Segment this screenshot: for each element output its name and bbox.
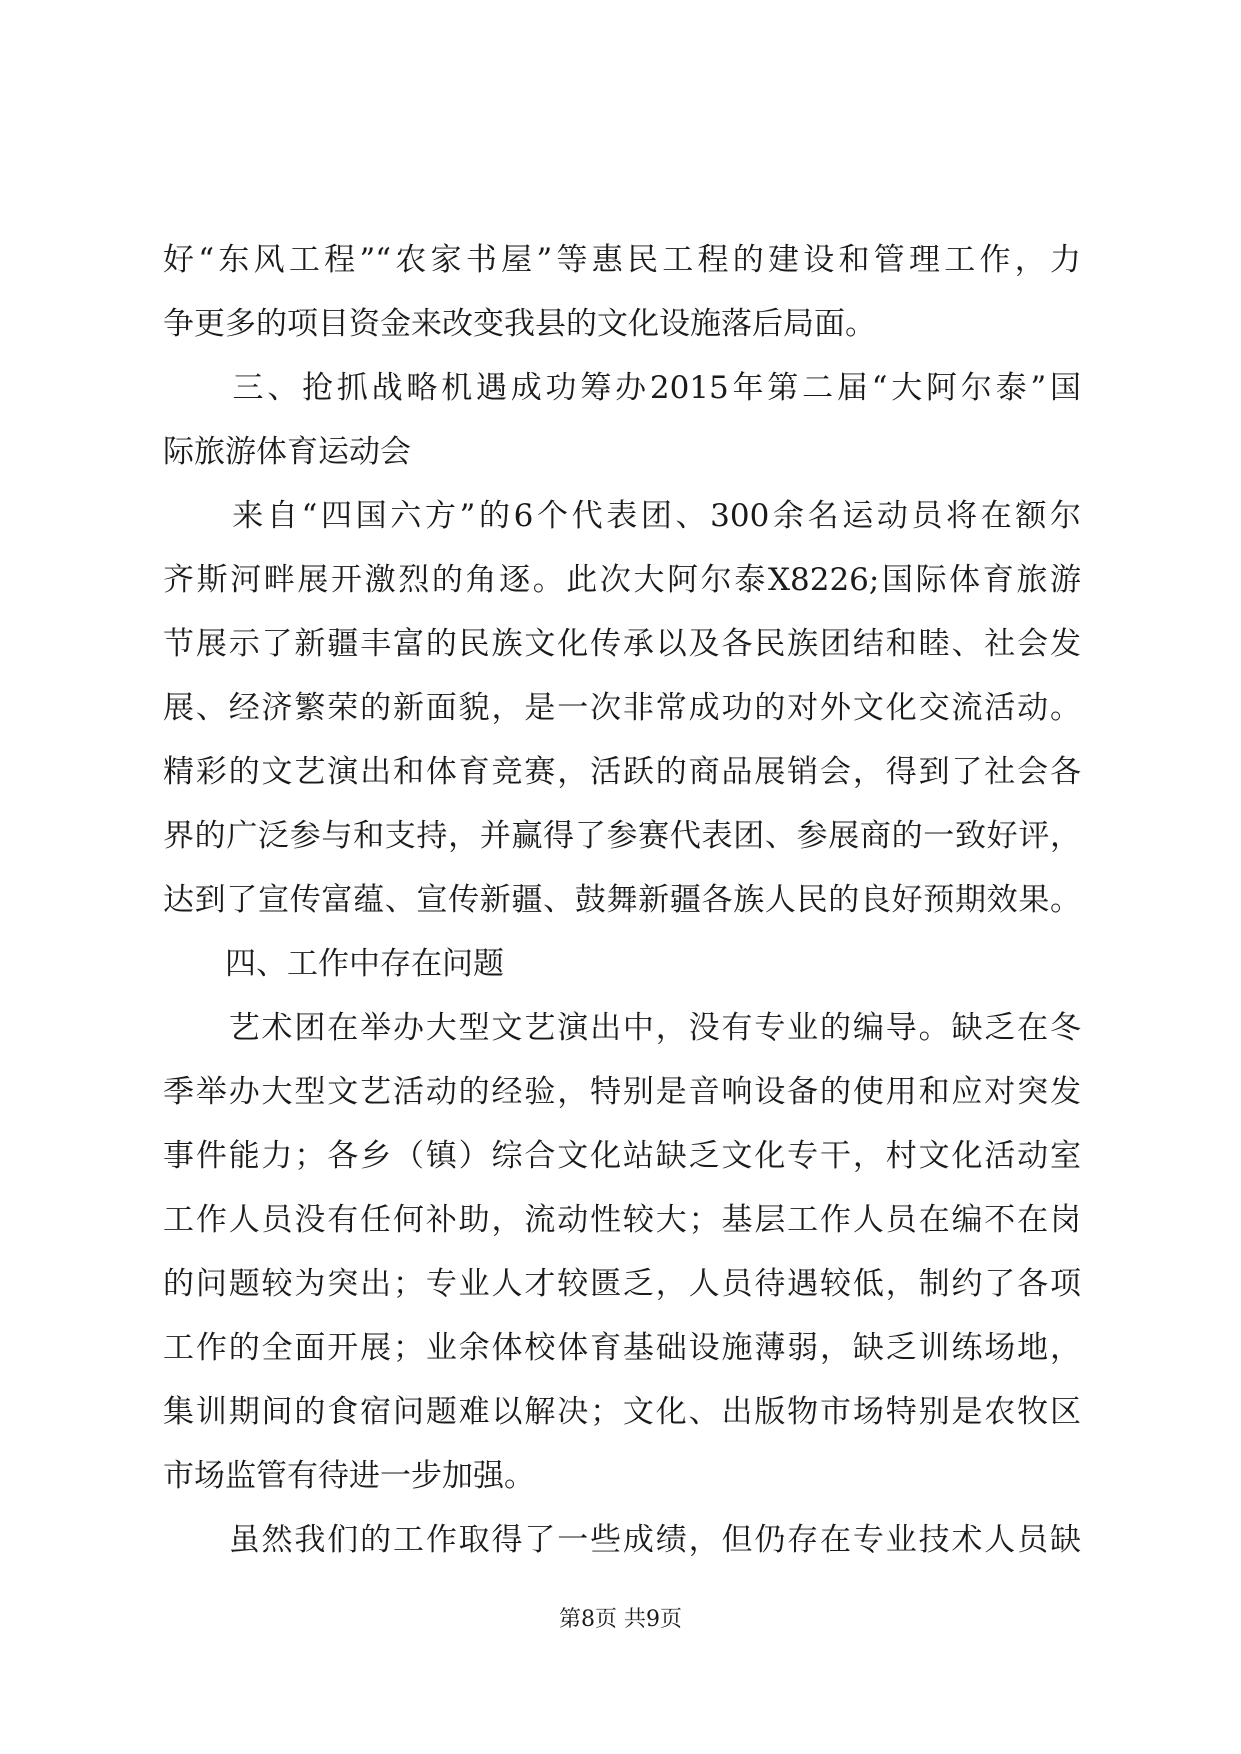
text-line: 的问题较为突出；专业人才较匮乏，人员待遇较低，制约了各项 <box>163 1266 1081 1302</box>
section-heading: 四、工作中存在问题 <box>163 946 504 982</box>
section-heading: 三、抢抓战略机遇成功筹办2015年第二届“大阿尔泰”国 <box>163 370 1081 406</box>
text-line: 季举办大型文艺活动的经验，特别是音响设备的使用和应对突发 <box>163 1074 1081 1110</box>
text-line: 艺术团在举办大型文艺演出中，没有专业的编导。缺乏在冬 <box>163 1010 1081 1046</box>
text-line: 虽然我们的工作取得了一些成绩，但仍存在专业技术人员缺 <box>163 1522 1081 1558</box>
text-line: 精彩的文艺演出和体育竞赛，活跃的商品展销会，得到了社会各 <box>163 754 1081 790</box>
text-line: 市场监管有待进一步加强。 <box>163 1458 535 1494</box>
text-line: 工作的全面开展；业余体校体育基础设施薄弱，缺乏训练场地， <box>163 1330 1081 1366</box>
page-number-footer: 第8页 共9页 <box>559 1607 682 1632</box>
text-line: 界的广泛参与和支持，并赢得了参赛代表团、参展商的一致好评， <box>163 818 1081 854</box>
text-line: 事件能力；各乡（镇）综合文化站缺乏文化专干，村文化活动室 <box>163 1138 1081 1174</box>
text-line: 达到了宣传富蕴、宣传新疆、鼓舞新疆各族人民的良好预期效果。 <box>163 882 1081 918</box>
section-heading-cont: 际旅游体育运动会 <box>163 434 411 470</box>
document-body <box>163 228 1081 1572</box>
text-line: 节展示了新疆丰富的民族文化传承以及各民族团结和睦、社会发 <box>163 626 1081 662</box>
text-line: 工作人员没有任何补助，流动性较大；基层工作人员在编不在岗 <box>163 1202 1081 1238</box>
text-line: 争更多的项目资金来改变我县的文化设施落后局面。 <box>163 306 876 342</box>
text-line: 好“东风工程”“农家书屋”等惠民工程的建设和管理工作，力 <box>163 242 1081 278</box>
text-line: 展、经济繁荣的新面貌，是一次非常成功的对外文化交流活动。 <box>163 690 1081 726</box>
text-line: 齐斯河畔展开激烈的角逐。此次大阿尔泰X8226;国际体育旅游 <box>163 562 1081 598</box>
text-line: 来自“四国六方”的6个代表团、300余名运动员将在额尔 <box>163 498 1081 534</box>
text-line: 集训期间的食宿问题难以解决；文化、出版物市场特别是农牧区 <box>163 1394 1081 1430</box>
